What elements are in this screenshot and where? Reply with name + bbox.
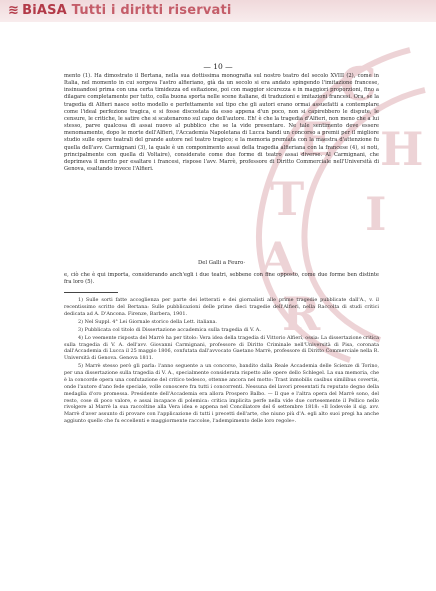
brand-name: BiASA xyxy=(22,3,67,18)
svg-text:R: R xyxy=(282,287,321,341)
footnote-4: 4) Lo veemente risposta del Marrè ha per titolo: Vera idea della tragedia di Vittorio Alfieri, ossia: La dissertazione critica sulla tragedia di V. A. dell'avv. Giovanni Carmignani, professore di Diritto Criminale nell'Università di Pisa, coronata dall'Accademia di Lucca il 25 maggio 1806, confutata dall'avvocato Gaetano Marrè, professore di Diritto Commerciale nella R. Università di Genova. Genova 1811. xyxy=(64,334,379,362)
svg-text:A: A xyxy=(260,232,296,286)
footnotes xyxy=(64,297,379,426)
main-paragraph: mento (1). Ha dimostrato il Bertana, nella sua dottissima monografia sul nostro teatro del secolo XVIII (2), come in Italia, nel momento in cui sorgeva l'astro alfieriano, già da un secolo si era andato spingendo l'imitazione francese, insinuandosi prima con una certa timidezza ed esitazione, poi con maggior sicurezza e in maggiori proporzioni, fino a dilagare completamente per tutto, colla buona sporta nelle scene italiane, di traduzioni e imitazioni francesi. Ora, se la tragedia di Alfieri nasce sotto modello e perfettamente sul tipo che gli autori erano ormai assuefatti a contemplare come l'ideal perfezione tragica, e si fosse discostata da esso appena d'un poco, non si capirebbero le dispute, le censure, le critiche, le satire che si scatenarono sul capo dell'autore. Eh! è che la tragedia d'Alfieri, non meno che a lui stesso, parve qualcosa di assai nuovo al pubblico che se la vide presentare. Ne tale sentimento deve essere menomamente, dopo le morte dell'Alfieri, l'Accademia Napoletana di Lucca bandi un concorso a premii per il migliore studio sulle opere teatrali del grande autore nel teatro tragico; e la memoria premiata con la maestra d'attenzione fu quella dell'avv. Carmignani (3), la quale è un componimento assai della tragedia alfieriana con la francese (4), si noti, principalmente con quella di Voltaire), considerate come due forme di teatro assai diverse. Al Carmignani, che deprimeva il merito per esaltare i francesi, rispose l'avv. Marrè, professore di Diritto Commerciale nell'Università di Genova, esaltando invece l'Alfieri. xyxy=(64,73,379,173)
svg-text:H: H xyxy=(380,122,424,176)
brand-tagline: Tutti i diritti riservati xyxy=(66,3,232,18)
wave-logo-icon: ≋ xyxy=(8,3,20,18)
footnote-3: 3) Pubblicata col titolo di Dissertazione accademica sulla tragedia di V. A. xyxy=(78,326,261,333)
footnote-5: 5) Marrè stesso però gli parla: l'anno seguente a un concorso, bandito dalla Reale Accademia delle Scienze di Torino, per una dissertazione sulla tragedia di V. A., specialmente considerata rispetto alle opere dello Schlegel. La sua memoria, che è la concorde opera una confutazione del critico tedesco, ottenne ancora nel motto: Trast inmobilis casibus similibus covertis, onde l'autore d'ano fede speciale, volle conoscere fra tutti i concorrenti. Nessuna del lavori presentati fu reputato degno della medaglia d'oro promessa. Presidente dell'Accademia era allora Prospero Balbo. — Il que e l'altra opera del Marrè sono, del resto, cose di poco valore, e assai incapace di polemica: critica implicita perfe nella vide due cortesemente il Pellico nello rivolgere al Marrè la sua raccoltine alla Vera idea e appena nel Conciliatore del 6 settembre 1818: «Il Iodevole il sig. avv. Marrè d'aver assunto di provare con l'applicazione di tutti i precetti dell'arte, che niuno più d'A. egli alto suoi pregi ha anche aggiunto quello che fu eccellenti e maggiormente raccolse, l'adempimento delle loro regole». xyxy=(64,363,379,425)
page-number: — 10 — xyxy=(203,62,233,71)
svg-text:E: E xyxy=(298,112,334,166)
brand-logo[interactable] xyxy=(8,3,232,18)
continuation-paragraph: e, ciò che è qui importa, considerando anch'egli i due teatri, sebbene con fine opposto, come due forme ben distinte fra loro (5). xyxy=(64,272,379,286)
svg-text:I: I xyxy=(365,187,387,241)
footnote-1: 1) Sulle sorti fatte accoglienza per parte dei letterati e dei giornalisti alle prime tragedie pubblicate dall'A., v. il recentissimo scritto del Bertana: Sulle pubblicazioni delle prime dieci tragedie dell'Alfieri, nella Raccolta di studi critici dedicata ad A. D'Ancona. Firenze, Barbera, 1901. xyxy=(64,297,379,317)
footnote-divider xyxy=(64,292,118,293)
header-banner xyxy=(0,0,436,22)
centered-heading: Del Galli a Feuro· xyxy=(197,260,246,266)
svg-text:C: C xyxy=(340,57,377,111)
footnote-2: 2) Nel Suppl. 4° Lei Giornale storico della Lett. italiana. xyxy=(78,318,217,325)
svg-text:T: T xyxy=(270,172,305,226)
